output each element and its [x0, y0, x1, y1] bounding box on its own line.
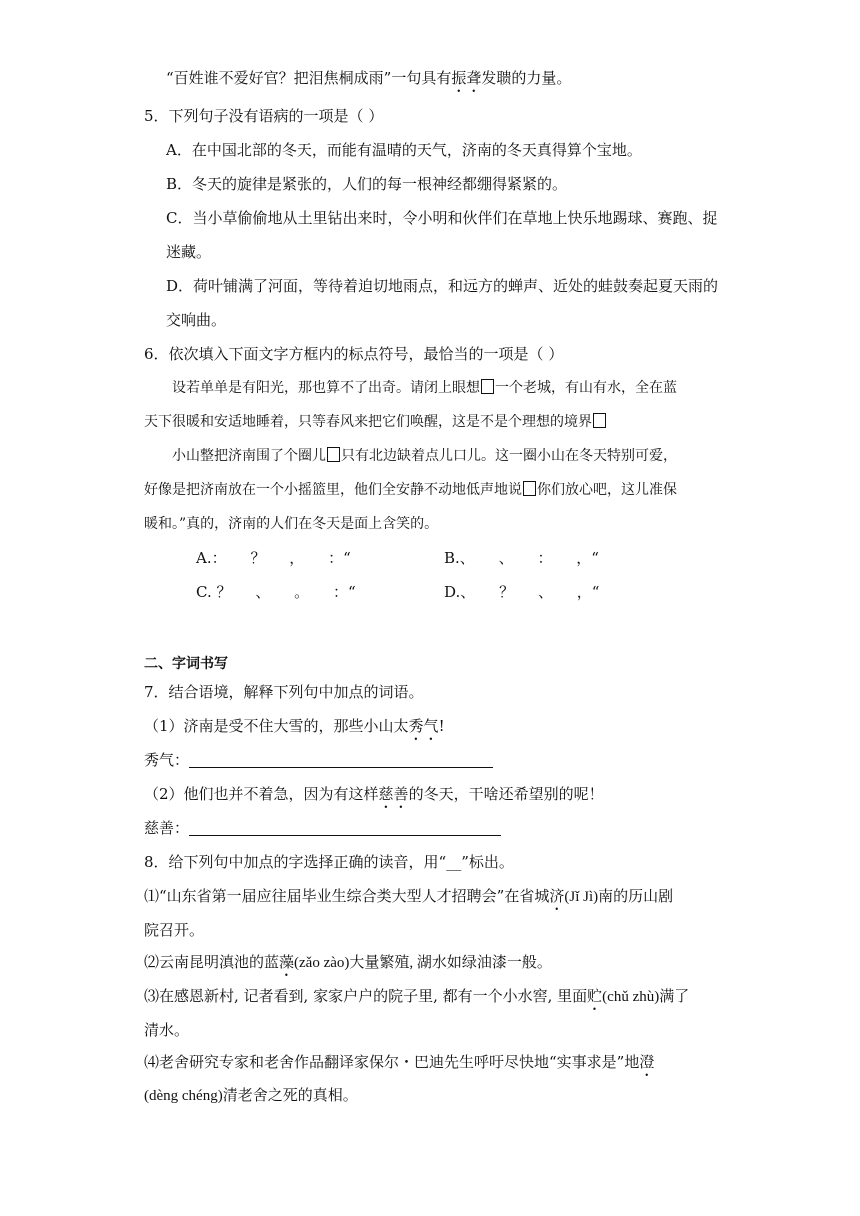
q7-stem: 7．结合语境，解释下列句中加点的词语。 — [144, 683, 424, 701]
q6-p4a: 好像是把济南放在一个小摇篮里，他们全安静不动地低声地说 — [144, 482, 522, 498]
q5-option-c-line2: 迷藏。 — [166, 243, 212, 261]
q5-stem: 5．下列句子没有语病的一项是（ ） — [144, 107, 384, 125]
q8-i2b: (zǎo zào)大量繁殖, 湖水如绿油漆一般。 — [294, 955, 552, 971]
q6-p3a: 小山整把济南围了个圈儿 — [172, 448, 326, 464]
q6-passage-line2 — [144, 412, 607, 432]
q7-s1b: ! — [438, 717, 445, 735]
punct-box — [523, 481, 536, 496]
q7-s2b: 的冬天，干啥还希望别的呢！ — [408, 785, 604, 803]
punct-box — [327, 447, 340, 462]
q8-item-3-cont: 清水。 — [144, 1021, 190, 1039]
q6-passage-line5: 暖和。”真的，济南的人们在冬天是面上含笑的。 — [144, 516, 439, 532]
q8-item-2 — [144, 952, 552, 980]
q8-i3a: ⑶在感恩新村, 记者看到, 家家户户的院子里, 都有一个小水窖, 里面 — [144, 987, 588, 1005]
q7-s1a: （1）济南是受不住大雪的，那些小山太 — [144, 717, 409, 735]
q4-tail-line — [166, 68, 571, 96]
q6-passage-line1 — [172, 378, 677, 398]
q6-option-a: A.： ？ ， ：“ — [196, 549, 351, 567]
punct-box — [481, 379, 494, 394]
q8-item-4 — [144, 1052, 654, 1080]
q7-answer-2-label: 慈善： — [144, 819, 190, 837]
q8-i1a: ⑴“山东省第一届应往届毕业生综合类大型人才招聘会”在省城 — [144, 887, 550, 905]
q5-option-b: B．冬天的旋律是紧张的，人们的每一根神经都绷得紧紧的。 — [166, 175, 568, 193]
q6-p3b: 只有北边缺着点儿口儿。这一圈小山在冬天特别可爱， — [341, 448, 677, 464]
q6-passage-line3 — [172, 446, 677, 466]
q6-option-c: C. ？ 、 。 ：“ — [196, 583, 356, 601]
q8-i1b: (Jǐ Jì)南的历山剧 — [564, 889, 674, 905]
q7-s2-dotted: 慈善 — [378, 785, 409, 803]
q7-answer-2 — [144, 818, 501, 838]
q6-p1b: 一个老城，有山有水，全在蓝 — [495, 380, 677, 396]
q7-sentence-2 — [144, 784, 604, 812]
q7-sentence-1 — [144, 716, 445, 744]
q5-option-d-line2: 交响曲。 — [166, 311, 227, 329]
answer-blank-2[interactable] — [189, 819, 501, 836]
q8-i4-dotted: 澄 — [639, 1053, 655, 1071]
q6-option-b: B.、 、 ： ，“ — [444, 549, 599, 567]
q4-tail-after: 发聩的力量。 — [481, 69, 572, 87]
q7-answer-1 — [144, 750, 493, 770]
q7-s1-dotted: 秀气 — [408, 717, 439, 735]
q5-option-d-line1: D．荷叶铺满了河面，等待着迫切地雨点，和远方的蝉声、近处的蛙鼓奏起夏天雨的 — [166, 277, 719, 295]
q8-i3-dotted: 贮 — [587, 987, 603, 1005]
q5-option-a: A．在中国北部的冬天，而能有温晴的天气，济南的冬天真得算个宝地。 — [166, 141, 642, 159]
q8-i1-dotted: 济 — [549, 887, 565, 905]
section-heading: 二、字词书写 — [144, 656, 228, 672]
q6-option-d: D.、 ？ 、 ，“ — [444, 583, 600, 601]
q8-item-4-cont: (dèng chéng)清老舍之死的真相。 — [144, 1088, 358, 1104]
q6-p4b: 你们放心吧，这儿准保 — [537, 482, 677, 498]
q6-p1a: 设若单单是有阳光，那也算不了出奇。请闭上眼想 — [172, 380, 480, 396]
q8-item-3 — [144, 986, 689, 1014]
q8-i3b: (chǔ zhù)满了 — [602, 989, 690, 1005]
q4-tail-before: “百姓谁不爱好官？把泪焦桐成雨”一句具有 — [166, 69, 452, 87]
q8-i2-dotted: 藻 — [279, 953, 295, 971]
q7-answer-1-label: 秀气： — [144, 751, 190, 769]
q6-passage-line4 — [144, 480, 677, 500]
q8-item-1-cont: 院召开。 — [144, 921, 205, 939]
q5-option-c-line1: C．当小草偷偷地从土里钻出来时，令小明和伙伴们在草地上快乐地踢球、赛跑、捉 — [166, 209, 718, 227]
q4-tail-dotted: 振聋 — [451, 69, 482, 87]
q8-item-1 — [144, 886, 673, 914]
q6-stem: 6．依次填入下面文字方框内的标点符号，最恰当的一项是（ ） — [144, 345, 564, 363]
q8-i2a: ⑵云南昆明滇池的蓝 — [144, 953, 280, 971]
punct-box — [593, 413, 606, 428]
answer-blank-1[interactable] — [189, 751, 493, 768]
q6-p2a: 天下很暖和安适地睡着，只等春风来把它们唤醒，这是不是个理想的境界 — [144, 414, 592, 430]
q8-stem: 8．给下列句中加点的字选择正确的读音，用“__”标出。 — [144, 853, 514, 871]
q7-s2a: （2）他们也并不着急，因为有这样 — [144, 785, 379, 803]
q8-i4a: ⑷老舍研究专家和老舍作品翻译家保尔・巴迪先生呼吁尽快地“实事求是”地 — [144, 1053, 640, 1071]
